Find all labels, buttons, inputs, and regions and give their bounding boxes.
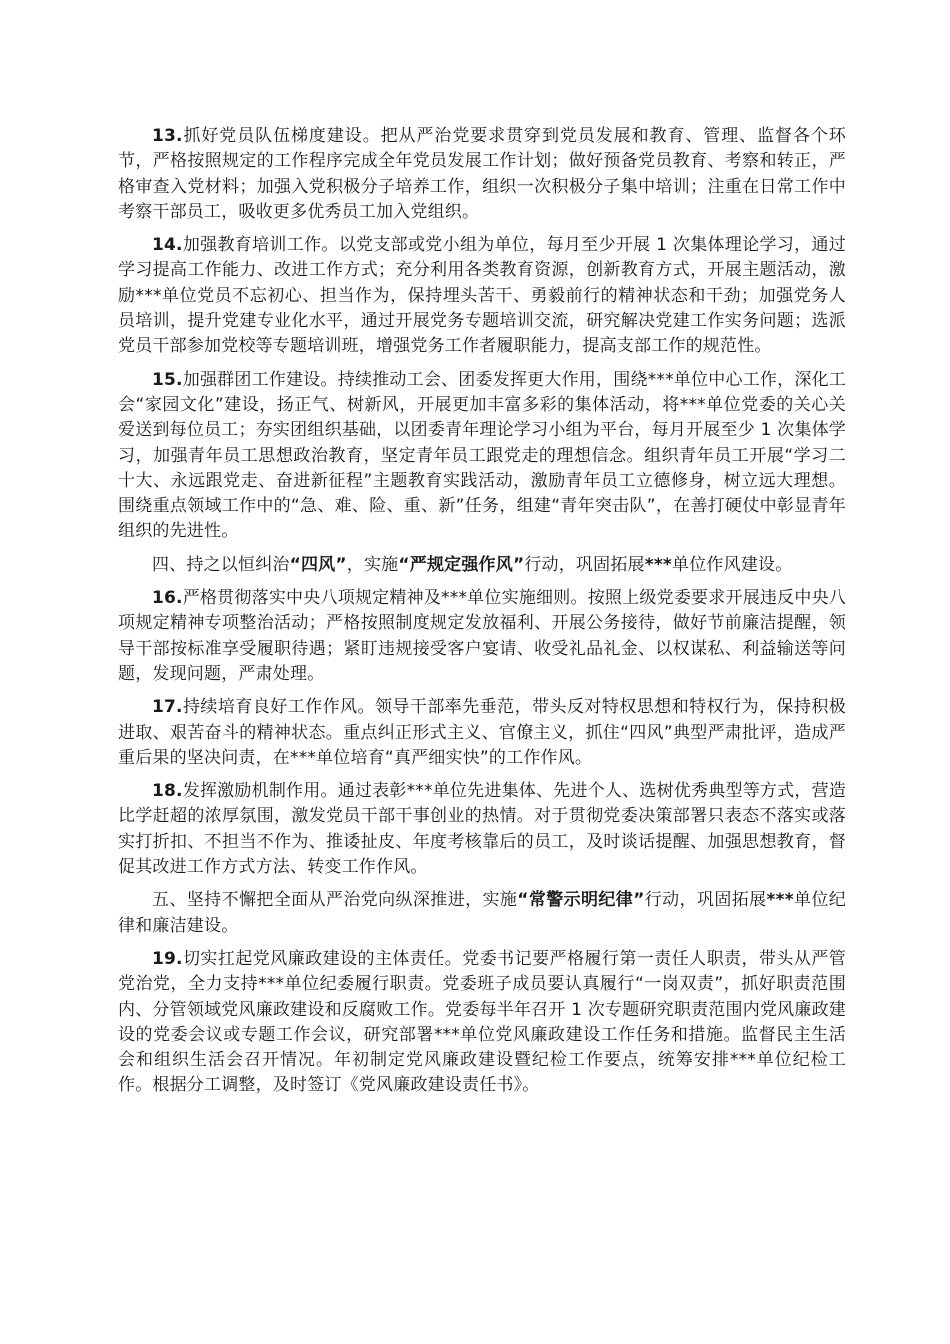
heading-quote: “常警示明纪律” [517, 890, 645, 911]
heading-text: 四、持之以恒纠治 [152, 554, 290, 575]
paragraph-16 [118, 586, 846, 687]
heading-text: 行动，巩固拓展 [644, 890, 767, 911]
item-number: 15. [152, 369, 183, 390]
heading-text: 五、坚持不懈把全面从严治党向纵深推进，实施 [152, 890, 518, 911]
paragraph-19 [118, 947, 846, 1099]
heading-text: 单位纪律和廉洁建设。 [118, 890, 846, 936]
item-number: 13. [152, 126, 183, 146]
paragraph-text: 加强教育培训工作。以党支部或党小组为单位，每月至少开展 1 次集体理论学习，通过学习提高工作能力、改进工作方式；充分利用各类教育资源，创新教育方式，开展主题活动，激励***单位党员不忘初心、担当作为，保持埋头苦干、勇毅前行的精神状态和干劲；加强党务人员培训，提升党建专业化水平，通过开展党务专题培训交流，研究解决党建工作实务问题；选派党员干部参加党校等专题培训班，增强党务工作者履职能力，提高支部工作的规范性。 [118, 235, 846, 357]
paragraph-14 [118, 233, 846, 359]
paragraph-text: 加强群团工作建设。持续推动工会、团委发挥更大作用，围绕***单位中心工作，深化工会“家园文化”建设，扬正气、树新风，开展更加丰富多彩的集体活动，将***单位党委的关心关爱送到每位员工；夯实团组织基础，以团委青年理论学习小组为平台，每月开展至少 1 次集体学习，加强青年员工思想政治教育，坚定青年员工跟党走的理想信念。组织青年员工开展“学习二十大、永远跟党走、奋进新征程”主题教育实践活动，激励青年员工立德修身，树立远大理想。围绕重点领域工作中的“急、难、险、重、新”任务，组建“青年突击队”，在善打硬仗中彰显青年组织的先进性。 [118, 369, 846, 542]
item-number: 18. [152, 781, 183, 802]
heading-placeholder: *** [766, 890, 794, 911]
paragraph-text: 持续培育良好工作作风。领导干部率先垂范，带头反对特权思想和特权行为，保持积极进取、艰苦奋斗的精神状态。重点纠正形式主义、官僚主义，抓住“四风”典型严肃批评，造成严重后果的坚决问责，在***单位培育“真严细实快”的工作作风。 [118, 697, 846, 768]
paragraph-15 [118, 368, 846, 545]
paragraph-17 [118, 695, 846, 771]
paragraph-text: 切实扛起党风廉政建设的主体责任。党委书记要严格履行第一责任人职责，带头从严管党治党，全力支持***单位纪委履行职责。党委班子成员要认真履行“一岗双责”，抓好职责范围内、分管领域党风廉政建设和反腐败工作。党委每半年召开 1 次专题研究职责范围内党风廉政建设的党委会议或专题工作会议，研究部署***单位党风廉政建设工作任务和措施。监督民主生活会和组织生活会召开情况。年初制定党风廉政建设暨纪检工作要点，统筹安排***单位纪检工作。根据分工调整，及时签订《党风廉政建设责任书》。 [118, 948, 846, 1096]
paragraph-text: 发挥激励机制作用。通过表彰***单位先进集体、先进个人、选树优秀典型等方式，营造比学赶超的浓厚氛围，激发党员干部干事创业的热情。对于贯彻党委决策部署只表态不落实或落实打折扣、不担当不作为、推诿扯皮、年度考核靠后的员工，及时谈话提醒、加强思想教育，督促其改进工作方式方法、转变工作作风。 [118, 781, 846, 878]
item-number: 17. [152, 697, 183, 718]
paragraph-text: 抓好党员队伍梯度建设。把从严治党要求贯穿到党员发展和教育、管理、监督各个环节，严格按照规定的工作程序完成全年党员发展工作计划；做好预备党员教育、考察和转正，严格审查入党材料；加强入党积极分子培养工作，组织一次积极分子集中培训；注重在日常工作中考察干部员工，吸收更多优秀员工加入党组织。 [118, 126, 846, 222]
heading-quote: “严规定强作风” [398, 554, 525, 575]
paragraph-18 [118, 779, 846, 880]
paragraph-13 [118, 124, 846, 225]
paragraph-text: 严格贯彻落实中央八项规定精神及***单位实施细则。按照上级党委要求开展违反中央八项规定精神专项整治活动；严格按照制度规定发放福利、开展公务接待，做好节前廉洁提醒，领导干部按标准享受履职待遇；紧盯违规接受客户宴请、收受礼品礼金、以权谋私、利益输送等问题，发现问题，严肃处理。 [118, 588, 846, 684]
heading-text: 行动，巩固拓展 [524, 554, 645, 575]
item-number: 16. [152, 588, 183, 609]
item-number: 14. [152, 235, 183, 256]
heading-placeholder: *** [644, 554, 673, 575]
section-heading-five [118, 888, 846, 939]
item-number: 19. [152, 948, 183, 969]
section-heading-four [118, 553, 846, 578]
heading-text: 单位作风建设。 [672, 554, 793, 575]
heading-text: ，实施 [346, 554, 399, 575]
heading-quote: “四风” [289, 554, 347, 575]
